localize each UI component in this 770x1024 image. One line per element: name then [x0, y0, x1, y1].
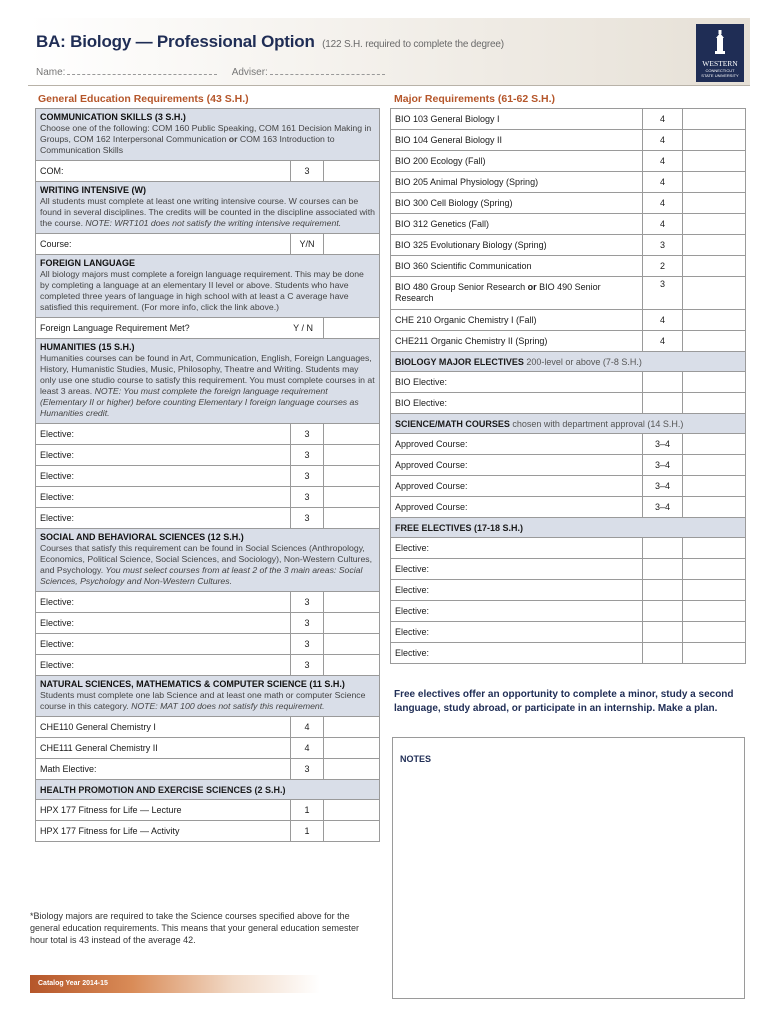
grade-cell[interactable]	[324, 424, 380, 445]
grade-cell[interactable]	[324, 318, 380, 339]
grade-cell[interactable]	[324, 161, 380, 182]
notes-box[interactable]	[392, 737, 745, 999]
free-electives-section	[391, 518, 746, 538]
grade-cell[interactable]	[324, 592, 380, 613]
health-section	[36, 780, 380, 800]
table-row[interactable]: CHE110 General Chemistry I 4	[36, 717, 380, 738]
table-row[interactable]: Elective: 3	[36, 424, 380, 445]
free-electives-heading: FREE ELECTIVES (17-18 S.H.)	[391, 518, 746, 538]
grade-cell[interactable]	[324, 613, 380, 634]
language-heading: FOREIGN LANGUAGE	[40, 258, 136, 268]
grade-cell[interactable]	[683, 434, 746, 455]
grade-cell[interactable]	[683, 172, 746, 193]
gen-ed-footnote: *Biology majors are required to take the Science courses specified above for the general education requirements. This means that your general education semester hour total is 43 instead of the average 42.	[30, 911, 360, 945]
name-adviser-row	[36, 66, 397, 78]
adviser-field[interactable]	[270, 66, 385, 75]
table-row[interactable]: BIO 103 General Biology I 4	[391, 109, 746, 130]
writing-section	[36, 182, 380, 234]
university-logo	[696, 24, 744, 82]
humanities-heading: HUMANITIES (15 S.H.)	[40, 342, 135, 352]
title-note: (122 S.H. required to complete the degree)	[322, 39, 504, 50]
gen-ed-title: General Education Requirements (43 S.H.)	[38, 93, 249, 105]
writing-desc: All students must complete at least one writing intensive course. W courses can be found in several disciplines. The credits will be counted in the discipline associated with the course. NOTE: WRT101 does not satisfy the writing intensive requirement.	[40, 196, 375, 228]
humanities-desc: Humanities courses can be found in Art, Communication, English, Foreign Languages, History, Humanistic Studies, Music, Philosophy, Theatre and Writing. Students may only use one studio course to satisfy this requirement. You must complete courses in at least 3 areas. NOTE: You must complete the foreign language requirement (Elementary II or higher) before counting Elementary I foreign language courses as Humanities credit.	[40, 353, 375, 418]
table-row[interactable]: Foreign Language Requirement Met? Y / N	[36, 318, 380, 339]
grade-cell[interactable]	[324, 508, 380, 529]
table-row[interactable]: Elective: 3	[36, 613, 380, 634]
writing-heading: WRITING INTENSIVE (W)	[40, 185, 146, 195]
bio-electives-heading: BIOLOGY MAJOR ELECTIVES	[395, 356, 524, 367]
grade-cell[interactable]	[324, 234, 380, 255]
table-row[interactable]: COM: 3	[36, 161, 380, 182]
table-row[interactable]: HPX 177 Fitness for Life — Lecture 1	[36, 800, 380, 821]
grade-cell[interactable]	[683, 256, 746, 277]
table-row[interactable]: Approved Course: 3–4	[391, 497, 746, 518]
grade-cell[interactable]	[683, 130, 746, 151]
comm-heading: COMMUNICATION SKILLS (3 S.H.)	[40, 112, 186, 122]
grade-cell[interactable]	[324, 717, 380, 738]
grade-cell[interactable]	[683, 109, 746, 130]
comm-section	[36, 109, 380, 161]
major-table	[390, 108, 746, 664]
table-row[interactable]: BIO 205 Animal Physiology (Spring) 4	[391, 172, 746, 193]
grade-cell[interactable]	[683, 497, 746, 518]
grade-cell[interactable]	[683, 455, 746, 476]
table-row[interactable]: Elective: 3	[36, 466, 380, 487]
table-row[interactable]: BIO Elective:	[391, 393, 746, 414]
table-row[interactable]: Elective: 3	[36, 508, 380, 529]
page-header	[28, 18, 750, 86]
grade-cell[interactable]	[683, 601, 746, 622]
table-row[interactable]: BIO 200 Ecology (Fall) 4	[391, 151, 746, 172]
table-row[interactable]: BIO 360 Scientific Communication 2	[391, 256, 746, 277]
table-row[interactable]: HPX 177 Fitness for Life — Activity 1	[36, 821, 380, 842]
grade-cell[interactable]	[324, 800, 380, 821]
language-desc: All biology majors must complete a foreign language requirement. This may be done by completing a language at an elementary II level or above. Students who have completed three years of language in high school with at least a C average have satisfied this requirement. (For more info, click the link above.)	[40, 269, 364, 312]
natural-section	[36, 676, 380, 717]
grade-cell[interactable]	[683, 235, 746, 256]
comm-desc: Choose one of the following: COM 160 Public Speaking, COM 161 Decision Making in Groups, COM 162 Interpersonal Communication or COM 163 Introduction to Communication Skills	[40, 123, 372, 155]
table-row[interactable]: BIO 104 General Biology II 4	[391, 130, 746, 151]
grade-cell[interactable]	[683, 214, 746, 235]
table-row[interactable]: BIO Elective:	[391, 372, 746, 393]
table-row[interactable]: BIO 480 Group Senior Research or BIO 490 Senior Research 3	[391, 277, 746, 310]
table-row[interactable]: Elective: 3	[36, 634, 380, 655]
adviser-label: Adviser:	[231, 67, 268, 78]
table-row[interactable]: Elective:	[391, 622, 746, 643]
table-row[interactable]: Elective:	[391, 601, 746, 622]
gen-ed-table	[35, 108, 380, 842]
grade-cell[interactable]	[683, 559, 746, 580]
grade-cell[interactable]	[324, 445, 380, 466]
table-row[interactable]: Elective: 3	[36, 445, 380, 466]
logo-sub-line2: STATE UNIVERSITY	[701, 72, 739, 78]
grade-cell[interactable]	[683, 331, 746, 352]
grade-cell[interactable]	[683, 538, 746, 559]
logo-sub-line1: CONNECTICUT	[705, 68, 735, 73]
health-heading: HEALTH PROMOTION AND EXERCISE SCIENCES (2 S.H.)	[36, 780, 380, 800]
table-row[interactable]: Elective:	[391, 559, 746, 580]
social-section	[36, 529, 380, 592]
sci-math-section: SCIENCE/MATH COURSES chosen with department approval (14 S.H.)	[391, 414, 746, 434]
grade-cell[interactable]	[324, 738, 380, 759]
grade-cell[interactable]	[324, 487, 380, 508]
name-label: Name:	[36, 67, 66, 78]
table-row[interactable]: Elective: 3	[36, 487, 380, 508]
notes-label: NOTES	[400, 754, 432, 764]
natural-desc: Students must complete one lab Science and at least one math or computer Science course in this category. NOTE: MAT 100 does not satisfy this requirement.	[40, 690, 366, 711]
grade-cell[interactable]	[683, 151, 746, 172]
table-row[interactable]: BIO 312 Genetics (Fall) 4	[391, 214, 746, 235]
grade-cell[interactable]	[683, 310, 746, 331]
grade-cell[interactable]	[324, 466, 380, 487]
catalog-year-banner: Catalog Year 2014-15	[30, 975, 320, 993]
grade-cell[interactable]	[683, 193, 746, 214]
grade-cell[interactable]	[324, 634, 380, 655]
language-section	[36, 255, 380, 318]
table-row[interactable]: BIO 325 Evolutionary Biology (Spring) 3	[391, 235, 746, 256]
table-row[interactable]: CHE 210 Organic Chemistry I (Fall) 4	[391, 310, 746, 331]
table-row[interactable]: BIO 300 Cell Biology (Spring) 4	[391, 193, 746, 214]
title-text: BA: Biology — Professional Option	[36, 32, 315, 51]
table-row[interactable]: Elective: 3	[36, 655, 380, 676]
table-row[interactable]: CHE111 General Chemistry II 4	[36, 738, 380, 759]
table-row[interactable]: Approved Course: 3–4	[391, 476, 746, 497]
table-row[interactable]: Approved Course: 3–4	[391, 455, 746, 476]
table-row[interactable]: Elective:	[391, 580, 746, 601]
table-row[interactable]: Math Elective: 3	[36, 759, 380, 780]
bio-electives-section: BIOLOGY MAJOR ELECTIVES 200-level or above (7-8 S.H.)	[391, 352, 746, 372]
social-heading: SOCIAL AND BEHAVIORAL SCIENCES (12 S.H.)	[40, 532, 244, 542]
social-desc: Courses that satisfy this requirement can be found in Social Sciences (Anthropology, Economics, Political Science, Social Sciences, and Sociology), Non-Western Cultures, and Psychology. You must select courses from at least 2 of the 3 main areas: Social Sciences, Psychology and Non-Western Cultures.	[40, 543, 373, 586]
grade-cell[interactable]	[683, 393, 746, 414]
tower-icon	[715, 30, 725, 54]
table-row[interactable]: Course: Y/N	[36, 234, 380, 255]
sci-math-heading: SCIENCE/MATH COURSES	[395, 418, 510, 429]
logo-text: WESTERN	[702, 59, 738, 68]
humanities-section	[36, 339, 380, 424]
table-row[interactable]: Elective: 3	[36, 592, 380, 613]
free-electives-note: Free electives offer an opportunity to complete a minor, study a second language, study abroad, or participate in an internship. Make a plan.	[394, 689, 734, 714]
name-field[interactable]	[67, 66, 217, 75]
table-row[interactable]: Elective:	[391, 643, 746, 664]
natural-heading: NATURAL SCIENCES, MATHEMATICS & COMPUTER SCIENCE (11 S.H.)	[40, 679, 345, 689]
grade-cell[interactable]	[683, 372, 746, 393]
grade-cell[interactable]	[683, 580, 746, 601]
table-row[interactable]: CHE211 Organic Chemistry II (Spring) 4	[391, 331, 746, 352]
grade-cell[interactable]	[683, 476, 746, 497]
grade-cell[interactable]	[683, 277, 746, 310]
page-title	[36, 32, 504, 52]
grade-cell[interactable]	[683, 622, 746, 643]
table-row[interactable]: Approved Course: 3–4	[391, 434, 746, 455]
grade-cell[interactable]	[324, 655, 380, 676]
logo-subtext	[696, 69, 744, 78]
grade-cell[interactable]	[683, 643, 746, 664]
table-row[interactable]: Elective:	[391, 538, 746, 559]
grade-cell[interactable]	[324, 759, 380, 780]
grade-cell[interactable]	[324, 821, 380, 842]
major-title: Major Requirements (61-62 S.H.)	[394, 93, 556, 105]
